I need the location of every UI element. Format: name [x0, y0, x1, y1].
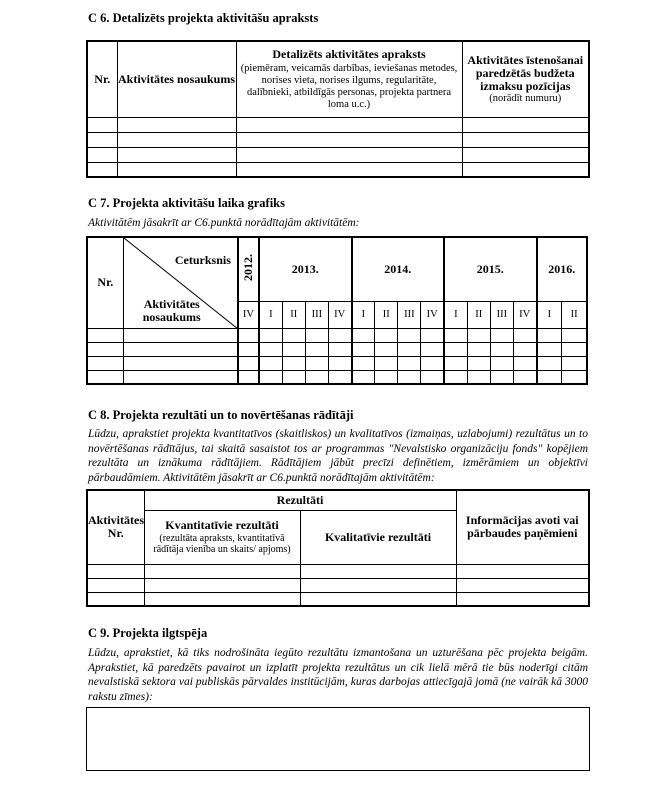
table-cell[interactable]: [144, 578, 300, 592]
table-cell[interactable]: [537, 328, 562, 342]
c7-table: [86, 236, 588, 385]
table-cell[interactable]: [467, 356, 490, 370]
table-cell[interactable]: [352, 328, 375, 342]
c6-header-name: Aktivitātes nosaukums: [117, 41, 236, 117]
table-cell[interactable]: [123, 342, 238, 356]
table-cell[interactable]: [87, 578, 144, 592]
table-cell[interactable]: [117, 147, 236, 162]
c7-title: C 7. Projekta aktivitāšu laika grafiks: [88, 196, 285, 210]
quarter-label: II: [282, 301, 305, 328]
c8-header-quant: [144, 510, 300, 564]
table-cell[interactable]: [87, 564, 144, 578]
table-cell[interactable]: [87, 147, 117, 162]
quarter-label: I: [537, 301, 562, 328]
table-cell[interactable]: [513, 370, 536, 384]
table-cell[interactable]: [490, 356, 513, 370]
table-cell[interactable]: [300, 564, 456, 578]
quarter-label: I: [352, 301, 375, 328]
table-cell[interactable]: [144, 564, 300, 578]
table-cell[interactable]: [144, 592, 300, 606]
c9-answer-box[interactable]: [86, 707, 590, 771]
table-cell[interactable]: [562, 328, 587, 342]
table-cell[interactable]: [87, 132, 117, 147]
c6-table: [86, 40, 590, 178]
table-cell[interactable]: [562, 342, 587, 356]
table-cell[interactable]: [421, 356, 444, 370]
table-cell[interactable]: [375, 328, 398, 342]
quarter-label: II: [467, 301, 490, 328]
c9-title: C 9. Projekta ilgtspēja: [88, 626, 208, 640]
table-cell[interactable]: [421, 328, 444, 342]
table-cell[interactable]: [305, 356, 328, 370]
quarter-label: IV: [513, 301, 536, 328]
c6-desc-title: Detalizēts aktivitātes apraksts: [272, 46, 426, 61]
table-cell[interactable]: [513, 328, 536, 342]
table-cell[interactable]: [398, 356, 421, 370]
table-row: [87, 342, 587, 356]
table-cell[interactable]: [467, 370, 490, 384]
table-cell[interactable]: [444, 356, 467, 370]
table-cell[interactable]: [238, 328, 259, 342]
quarter-label: III: [398, 301, 421, 328]
c7-intro: Aktivitātēm jāsakrīt ar C6.punktā norādītajām aktivitātēm:: [88, 217, 360, 229]
table-cell[interactable]: [87, 328, 123, 342]
table-cell[interactable]: [490, 370, 513, 384]
table-cell[interactable]: [87, 117, 117, 132]
table-cell[interactable]: [87, 342, 123, 356]
table-cell[interactable]: [456, 564, 589, 578]
table-cell[interactable]: [444, 370, 467, 384]
table-cell[interactable]: [236, 147, 462, 162]
table-row: [87, 147, 589, 162]
c6-header-budget: [462, 41, 589, 117]
c8-title: C 8. Projekta rezultāti un to novērtēšanas rādītāji: [88, 408, 354, 422]
table-cell[interactable]: [352, 342, 375, 356]
table-row: [87, 117, 589, 132]
table-cell[interactable]: [123, 356, 238, 370]
table-row: [87, 578, 589, 592]
table-cell[interactable]: [467, 342, 490, 356]
c7-year-2014: 2014.: [352, 237, 445, 301]
table-row: [87, 356, 587, 370]
c8-quant-title: Kvantitatīvie rezultāti: [165, 518, 279, 532]
table-cell[interactable]: [236, 117, 462, 132]
table-cell[interactable]: [513, 342, 536, 356]
c7-header-nr: Nr.: [87, 237, 123, 328]
quarter-label: II: [375, 301, 398, 328]
table-cell[interactable]: [462, 117, 589, 132]
table-cell[interactable]: [117, 132, 236, 147]
c8-intro: Lūdzu, aprakstiet projekta kvantitatīvos (skaitliskos) un kvalitatīvos (izmaiņas, uzlabojumi) rezultātus un to novērtēšanas rādītājus, tai skaitā sasaistot tos ar programmas "Nevalstisko organizāciju fonds" kopējiem rezultāta un iznākuma rādītājiem. Rādītājiem jābūt precīzi definētiem, izmērāmiem un objektīvi pārbaudāmiem. Aktivitātēm jāsakrīt ar C6.punktā norādītajām aktivitātēm:: [88, 428, 588, 484]
c8-quant-note: (rezultāta apraksts, kvantitatīvā rādītāja vienība un skaits/ apjoms): [153, 533, 291, 555]
table-cell[interactable]: [259, 356, 282, 370]
table-cell[interactable]: [375, 370, 398, 384]
c7-diag-bottom: Aktivitātes nosaukums: [142, 297, 201, 324]
quarter-label: III: [490, 301, 513, 328]
table-cell[interactable]: [328, 342, 351, 356]
table-cell[interactable]: [123, 370, 238, 384]
table-cell[interactable]: [238, 342, 259, 356]
table-cell[interactable]: [87, 162, 117, 177]
c9-intro: Lūdzu, aprakstiet, kā tiks nodrošināta iegūto rezultātu izmantošana un uzturēšana pēc projekta beigām. Aprakstiet, kā paredzēts pavairot un izplatīt projekta rezultātus un cik lielā mērā tie būs noderīgi citām nevalstiskā sektora vai publiskās pārvaldes institūcijām, kuras darbojas attiecīgajā jomā (ne vairāk kā 3000 rakstu zīmes):: [88, 647, 588, 703]
c7-year-2016: 2016.: [537, 237, 587, 301]
table-cell[interactable]: [282, 328, 305, 342]
table-row: [87, 328, 587, 342]
table-cell[interactable]: [398, 328, 421, 342]
c7-year-2012: [238, 237, 259, 301]
quarter-label: III: [305, 301, 328, 328]
c6-budget-note: (norādīt numuru): [489, 92, 562, 104]
c8-header-qual: Kvalitatīvie rezultāti: [300, 510, 456, 564]
table-cell[interactable]: [537, 356, 562, 370]
table-cell[interactable]: [375, 342, 398, 356]
table-cell[interactable]: [375, 356, 398, 370]
table-cell[interactable]: [305, 370, 328, 384]
table-cell[interactable]: [305, 342, 328, 356]
table-cell[interactable]: [467, 328, 490, 342]
quarter-label: IV: [421, 301, 444, 328]
table-cell[interactable]: [352, 356, 375, 370]
table-row: [87, 592, 589, 606]
table-row: [87, 132, 589, 147]
table-row: [87, 162, 589, 177]
table-cell[interactable]: [117, 117, 236, 132]
table-cell[interactable]: [328, 356, 351, 370]
table-cell[interactable]: [259, 328, 282, 342]
table-cell[interactable]: [462, 132, 589, 147]
table-cell[interactable]: [490, 342, 513, 356]
c6-budget-title: Aktivitātes īstenošanai paredzētās budžeta izmaksu pozīcijas: [467, 52, 584, 93]
c7-diag-top: Ceturksnis: [174, 253, 231, 267]
table-cell[interactable]: [456, 592, 589, 606]
table-cell[interactable]: [87, 370, 123, 384]
quarter-label: II: [562, 301, 587, 328]
table-row: [87, 370, 587, 384]
year-label: 2012.: [241, 254, 256, 282]
quarter-label: I: [444, 301, 467, 328]
c6-title: C 6. Detalizēts projekta aktivitāšu apraksts: [88, 11, 319, 25]
table-cell[interactable]: [259, 342, 282, 356]
table-cell[interactable]: [282, 356, 305, 370]
table-cell[interactable]: [87, 356, 123, 370]
table-cell[interactable]: [562, 370, 587, 384]
table-cell[interactable]: [87, 592, 144, 606]
c6-header-desc: [236, 41, 462, 117]
table-cell[interactable]: [238, 370, 259, 384]
table-cell[interactable]: [117, 162, 236, 177]
table-cell[interactable]: [123, 328, 238, 342]
c6-desc-note: (piemēram, veicamās darbības, ieviešanas metodes, norises vieta, norises ilgums, regularitāte, dalībnieki, atbildīgās personas, projekta partnera loma u.c.): [240, 62, 458, 110]
table-cell[interactable]: [352, 370, 375, 384]
table-cell[interactable]: [421, 370, 444, 384]
table-cell[interactable]: [462, 162, 589, 177]
table-cell[interactable]: [305, 328, 328, 342]
table-cell[interactable]: [456, 578, 589, 592]
table-cell[interactable]: [300, 578, 456, 592]
table-row: [87, 564, 589, 578]
quarter-label: IV: [328, 301, 351, 328]
c6-header-nr: Nr.: [87, 41, 117, 117]
table-cell[interactable]: [462, 147, 589, 162]
table-cell[interactable]: [398, 342, 421, 356]
table-cell[interactable]: [282, 370, 305, 384]
table-cell[interactable]: [328, 370, 351, 384]
table-cell[interactable]: [300, 592, 456, 606]
table-cell[interactable]: [562, 356, 587, 370]
table-cell[interactable]: [282, 342, 305, 356]
c8-header-nr: Aktivitātes Nr.: [87, 490, 144, 564]
quarter-label: I: [259, 301, 282, 328]
c8-header-results: Rezultāti: [144, 490, 456, 510]
c8-header-sources: Informācijas avoti vai pārbaudes paņēmieni: [456, 490, 589, 564]
c7-year-2015: 2015.: [444, 237, 537, 301]
table-cell[interactable]: [513, 356, 536, 370]
table-cell[interactable]: [398, 370, 421, 384]
table-cell[interactable]: [236, 162, 462, 177]
table-cell[interactable]: [421, 342, 444, 356]
table-cell[interactable]: [537, 370, 562, 384]
table-cell[interactable]: [444, 328, 467, 342]
c8-table: [86, 489, 590, 607]
quarter-label: IV: [238, 301, 259, 328]
table-cell[interactable]: [490, 328, 513, 342]
table-cell[interactable]: [328, 328, 351, 342]
table-cell[interactable]: [259, 370, 282, 384]
table-cell[interactable]: [236, 132, 462, 147]
table-cell[interactable]: [238, 356, 259, 370]
c7-diagonal-header: [123, 237, 238, 328]
table-cell[interactable]: [537, 342, 562, 356]
table-cell[interactable]: [444, 342, 467, 356]
c7-year-2013: 2013.: [259, 237, 352, 301]
